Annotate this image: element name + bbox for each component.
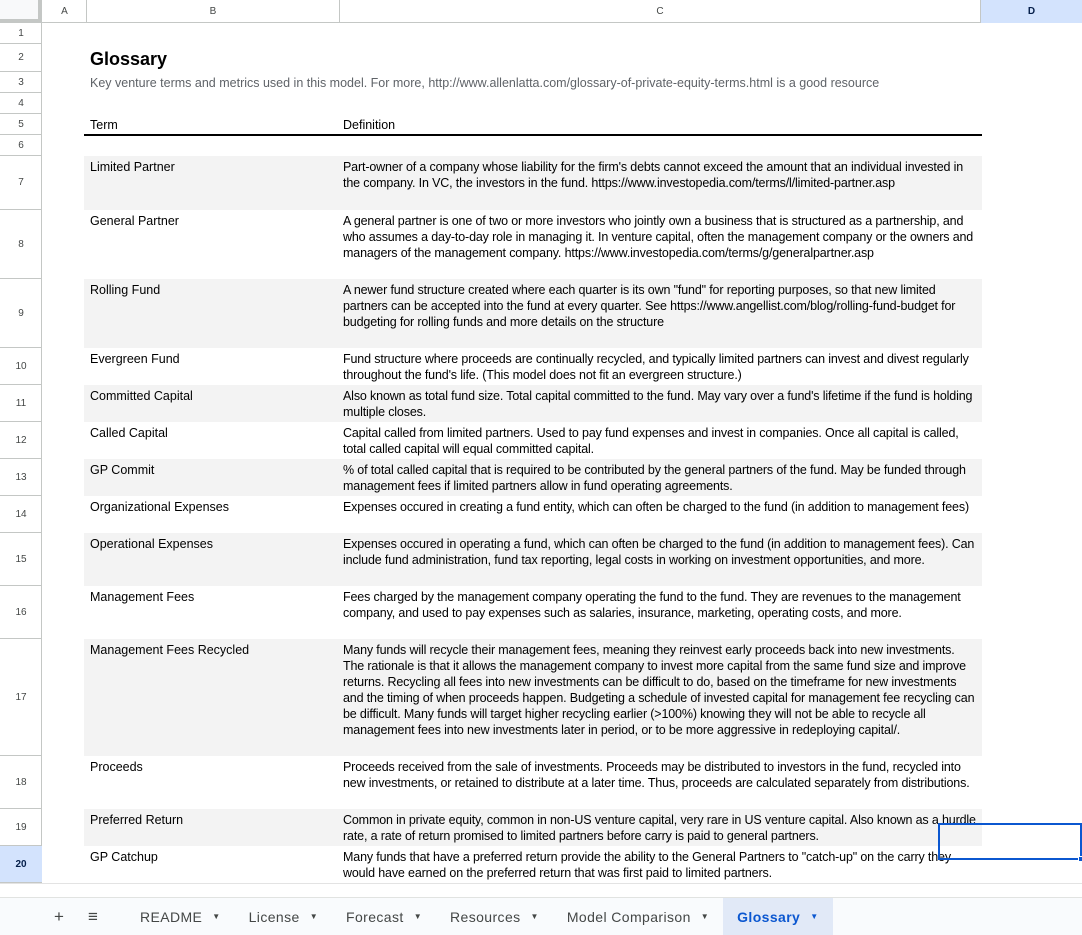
caret-down-icon[interactable]: ▼ <box>413 912 423 921</box>
row-header[interactable]: 4 <box>0 93 42 114</box>
row-header[interactable]: 10 <box>0 348 42 385</box>
column-header-d[interactable]: D <box>981 0 1082 23</box>
tab-label: Glossary <box>737 908 801 925</box>
grid-bottom-edge <box>0 883 1082 897</box>
column-header-bar <box>0 0 1082 23</box>
term-cell[interactable]: Management Fees <box>90 590 195 604</box>
glossary-row[interactable] <box>84 846 982 883</box>
fill-handle[interactable] <box>1078 856 1082 862</box>
sheet-grid[interactable] <box>43 23 1082 897</box>
sheet-tab-glossary[interactable] <box>723 898 832 935</box>
glossary-row[interactable] <box>84 533 982 586</box>
sheet-tab-model-comparison[interactable] <box>553 898 723 935</box>
column-label-definition: Definition <box>343 118 396 132</box>
tab-label: License <box>248 908 300 925</box>
glossary-row[interactable] <box>84 586 982 639</box>
term-cell[interactable]: Operational Expenses <box>90 537 213 551</box>
column-label-term: Term <box>90 118 118 132</box>
glossary-row[interactable] <box>84 156 982 210</box>
term-cell[interactable]: GP Commit <box>90 463 155 477</box>
term-cell[interactable]: Rolling Fund <box>90 283 161 297</box>
caret-down-icon[interactable]: ▼ <box>700 912 710 921</box>
tab-label: Resources <box>450 908 521 925</box>
caret-down-icon[interactable]: ▼ <box>810 912 819 921</box>
term-cell[interactable]: Evergreen Fund <box>90 352 180 366</box>
row-header[interactable]: 18 <box>0 756 42 809</box>
term-cell[interactable]: Called Capital <box>90 426 168 440</box>
row-header[interactable]: 19 <box>0 809 42 846</box>
row-header[interactable]: 11 <box>0 385 42 422</box>
row-header[interactable]: 7 <box>0 156 42 210</box>
column-header-c[interactable]: C <box>340 0 981 23</box>
row-header[interactable]: 3 <box>0 72 42 93</box>
tab-label: README <box>140 908 203 925</box>
glossary-row[interactable] <box>84 459 982 496</box>
term-cell[interactable]: Committed Capital <box>90 389 193 403</box>
row-header[interactable]: 5 <box>0 114 42 135</box>
definition-cell[interactable]: Also known as total fund size. Total capital committed to the fund. May vary over a fund's lifetime if the fund is holding multiple closes. <box>343 389 973 419</box>
definition-cell[interactable]: % of total called capital that is required to be contributed by the general partners of the fund. May be funded through management fees if limited partners allow in fund operating agreements. <box>343 463 966 493</box>
row-header[interactable]: 12 <box>0 422 42 459</box>
glossary-row[interactable] <box>84 385 982 422</box>
sheet-tab-readme[interactable] <box>126 898 235 935</box>
sheet-tab-forecast[interactable] <box>332 898 436 935</box>
sheet-tab-bar <box>0 897 1082 935</box>
row-header[interactable]: 17 <box>0 639 42 756</box>
definition-cell[interactable]: Expenses occured in creating a fund entity, which can often be charged to the fund (in addition to management fees) <box>343 500 969 514</box>
row-header-bar <box>0 23 42 897</box>
plus-icon: + <box>54 906 64 926</box>
row-header[interactable]: 16 <box>0 586 42 639</box>
row-header[interactable]: 15 <box>0 533 42 586</box>
term-cell[interactable]: Management Fees Recycled <box>90 643 250 657</box>
term-cell[interactable]: Organizational Expenses <box>90 500 229 514</box>
select-all-corner[interactable] <box>0 0 42 23</box>
definition-cell[interactable]: Capital called from limited partners. Used to pay fund expenses and invest in companies. Once all capital is called, total called capital will equal committed capital. <box>343 426 959 456</box>
definition-cell[interactable]: Many funds will recycle their management fees, meaning they reinvest early proceeds back into new investments. The rationale is that it allows the management company to invest more capital from the same fund size and improve returns. Recycling all fees into new investments can be difficult to do, based on the timeframe for new investments and the timing of when proceeds happen. Budgeting a schedule of invested capital for management fee recycling can be difficult. Many funds will target higher recycling earlier (>100%) knowing they will not be able to recycle all management fees into new investments later in period, or to be more aggressive in redeploying capital/. <box>343 643 975 737</box>
column-header-a[interactable]: A <box>43 0 87 23</box>
definition-cell[interactable]: A newer fund structure created where each quarter is its own "fund" for reporting purposes, so that new limited partners can be accepted into the fund at every quarter. See https://www.angellist.com/blog/rolling-fund-budget for budgeting for rolling funds and more details on the structure <box>343 283 956 329</box>
row-header[interactable]: 14 <box>0 496 42 533</box>
glossary-row[interactable] <box>84 348 982 385</box>
row-header[interactable]: 1 <box>0 23 42 44</box>
sheet-tab-resources[interactable] <box>436 898 553 935</box>
term-cell[interactable]: GP Catchup <box>90 850 158 864</box>
definition-cell[interactable]: A general partner is one of two or more investors who jointly own a business that is structured as a partnership, and who assumes a day-to-day role in managing it. In venture capital, often the management company or the owners and managers of the management company. https://www.investopedia.com/terms/g/generalpartner.asp <box>343 214 974 260</box>
term-cell[interactable]: Limited Partner <box>90 160 175 174</box>
term-cell[interactable]: General Partner <box>90 214 179 228</box>
row-header[interactable]: 8 <box>0 210 42 279</box>
definition-cell[interactable]: Many funds that have a preferred return provide the ability to the General Partners to "catch-up" on the carry they would have earned on the preferred return that was first paid to limited partners. <box>343 850 951 880</box>
term-cell[interactable]: Preferred Return <box>90 813 184 827</box>
glossary-row[interactable] <box>84 210 982 279</box>
caret-down-icon[interactable]: ▼ <box>530 912 539 921</box>
glossary-row[interactable] <box>84 639 982 756</box>
glossary-row[interactable] <box>84 496 982 533</box>
definition-cell[interactable]: Proceeds received from the sale of investments. Proceeds may be distributed to investors in the fund, recycled into new investments, or retained to distribute at a later time. Thus, proceeds are calculated separately from distributions. <box>343 760 970 790</box>
glossary-row[interactable] <box>84 756 982 809</box>
header-divider <box>84 134 982 136</box>
page-title: Glossary <box>90 49 168 69</box>
row-header[interactable]: 2 <box>0 44 42 72</box>
row-header-selected[interactable]: 20 <box>0 846 42 883</box>
hamburger-menu-icon: ≡ <box>88 906 98 926</box>
add-sheet-button[interactable] <box>42 898 76 935</box>
sheet-tab-license[interactable] <box>235 898 332 935</box>
tab-label: Forecast <box>346 908 404 925</box>
column-header-b[interactable]: B <box>87 0 340 23</box>
caret-down-icon[interactable]: ▼ <box>212 912 221 921</box>
glossary-row[interactable] <box>84 279 982 348</box>
page-subtitle: Key venture terms and metrics used in this model. For more, http://www.allenlatta.com/glossary-of-private-equity-terms.html is a good resource <box>90 76 880 90</box>
definition-cell[interactable]: Fund structure where proceeds are continually recycled, and typically limited partners can invest and divest regularly throughout the fund's life. (This model does not fit an evergreen structure.) <box>343 352 969 382</box>
all-sheets-button[interactable] <box>76 898 110 935</box>
definition-cell[interactable]: Common in private equity, common in non-US venture capital, very rare in US venture capital. Also known as a hurdle rate, a rate of return promised to limited partners before carry is paid to general partners. <box>343 813 976 843</box>
definition-cell[interactable]: Expenses occured in operating a fund, which can often be charged to the fund (in addition to management fees). Can include fund administration, fund tax reporting, legal costs in working on investment opportunities, and more. <box>343 537 975 567</box>
row-header[interactable]: 9 <box>0 279 42 348</box>
selected-cell-d20[interactable] <box>938 823 1082 860</box>
tab-label: Model Comparison <box>566 908 691 925</box>
row-header[interactable]: 13 <box>0 459 42 496</box>
glossary-row[interactable] <box>84 422 982 459</box>
row-header[interactable]: 6 <box>0 135 42 156</box>
glossary-row[interactable] <box>84 809 982 846</box>
definition-cell[interactable]: Part-owner of a company whose liability for the firm's debts cannot exceed the amount that an individual invested in the company. In VC, the investors in the fund. https://www.investopedia.com/terms/l/limited-partner.asp <box>343 160 964 190</box>
term-cell[interactable]: Proceeds <box>90 760 143 774</box>
definition-cell[interactable]: Fees charged by the management company operating the fund to the fund. They are revenues to the management company, and used to pay expenses such as salaries, insurance, marketing, operating costs, and more. <box>343 590 961 620</box>
caret-down-icon[interactable]: ▼ <box>309 912 319 921</box>
